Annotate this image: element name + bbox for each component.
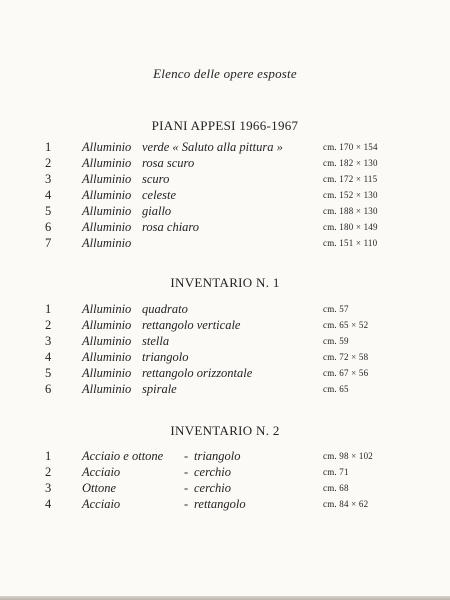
item-description: cerchio [194,481,232,495]
item-dimensions: cm. 151 × 110 [323,238,378,248]
item-number: 1 [45,302,52,316]
list-item [0,350,450,366]
item-number: 2 [45,156,52,170]
item-dimensions: cm. 98 × 102 [323,451,373,461]
item-dimensions: cm. 180 × 149 [323,222,378,232]
page-title: Elenco delle opere esposte [153,66,297,81]
item-number: 2 [45,318,52,332]
item-description: triangolo [142,350,189,364]
item-dimensions: cm. 67 × 56 [323,368,369,378]
item-number: 4 [45,188,52,202]
list-item [0,204,450,220]
item-material: Alluminio [82,140,132,154]
list-item [0,318,450,334]
item-description: rettangolo [194,497,246,511]
item-description: triangolo [194,449,241,463]
item-material: Alluminio [82,350,132,364]
list-item [0,156,450,172]
item-number: 5 [45,366,52,380]
item-dimensions: cm. 65 [323,384,349,394]
list-item [0,334,450,350]
section-title-inventario-2: INVENTARIO N. 2 [170,423,280,438]
section-title-piani-appesi: PIANI APPESI 1966-1967 [151,118,299,133]
item-material: Ottone [82,481,117,495]
item-number: 3 [45,172,52,186]
item-number: 3 [45,334,52,348]
list-item [0,366,450,382]
list-item [0,140,450,156]
item-number: 7 [45,236,52,250]
item-description: verde « Saluto alla pittura » [142,140,283,154]
item-dimensions: cm. 152 × 130 [323,190,378,200]
list-piani-appesi [0,140,450,252]
item-material: Alluminio [82,366,132,380]
list-inventario-2 [0,449,450,513]
item-dimensions: cm. 84 × 62 [323,499,369,509]
item-material: Alluminio [82,220,132,234]
item-material: Acciaio [82,465,121,479]
item-number: 6 [45,220,52,234]
item-material: Alluminio [82,204,132,218]
item-description: rosa chiaro [142,220,200,234]
item-material: Alluminio [82,188,132,202]
list-item [0,188,450,204]
list-item [0,497,450,513]
item-number: 4 [45,350,52,364]
item-dimensions: cm. 170 × 154 [323,142,378,152]
item-number: 1 [45,140,52,154]
item-description: spirale [142,382,177,396]
list-inventario-1 [0,302,450,398]
item-material: Alluminio [82,236,132,250]
item-separator: - [184,465,189,479]
item-description: cerchio [194,465,232,479]
item-number: 3 [45,481,52,495]
item-material: Acciaio [82,497,121,511]
item-material: Alluminio [82,318,132,332]
item-number: 1 [45,449,52,463]
item-dimensions: cm. 65 × 52 [323,320,369,330]
item-description: rettangolo orizzontale [142,366,253,380]
item-description: stella [142,334,170,348]
list-item [0,172,450,188]
item-number: 2 [45,465,52,479]
item-material: Alluminio [82,382,132,396]
list-item [0,302,450,318]
list-item [0,465,450,481]
page-bottom-edge [0,596,450,600]
item-dimensions: cm. 172 × 115 [323,174,378,184]
item-material: Alluminio [82,334,132,348]
item-dimensions: cm. 71 [323,467,349,477]
item-separator: - [184,449,189,463]
item-dimensions: cm. 59 [323,336,349,346]
list-item [0,382,450,398]
item-description: giallo [142,204,172,218]
item-number: 5 [45,204,52,218]
item-description: celeste [142,188,177,202]
item-dimensions: cm. 182 × 130 [323,158,378,168]
item-material: Alluminio [82,156,132,170]
item-description: quadrato [142,302,188,316]
item-material: Acciaio e ottone [82,449,164,463]
item-separator: - [184,481,189,495]
item-number: 4 [45,497,52,511]
list-item [0,449,450,465]
list-item [0,220,450,236]
item-number: 6 [45,382,52,396]
item-dimensions: cm. 72 × 58 [323,352,369,362]
list-item [0,481,450,497]
item-description: scuro [142,172,170,186]
item-dimensions: cm. 68 [323,483,349,493]
item-material: Alluminio [82,302,132,316]
item-dimensions: cm. 57 [323,304,349,314]
list-item [0,236,450,252]
item-material: Alluminio [82,172,132,186]
item-description: rettangolo verticale [142,318,241,332]
item-separator: - [184,497,189,511]
item-dimensions: cm. 188 × 130 [323,206,378,216]
item-description: rosa scuro [142,156,195,170]
section-title-inventario-1: INVENTARIO N. 1 [170,275,280,290]
